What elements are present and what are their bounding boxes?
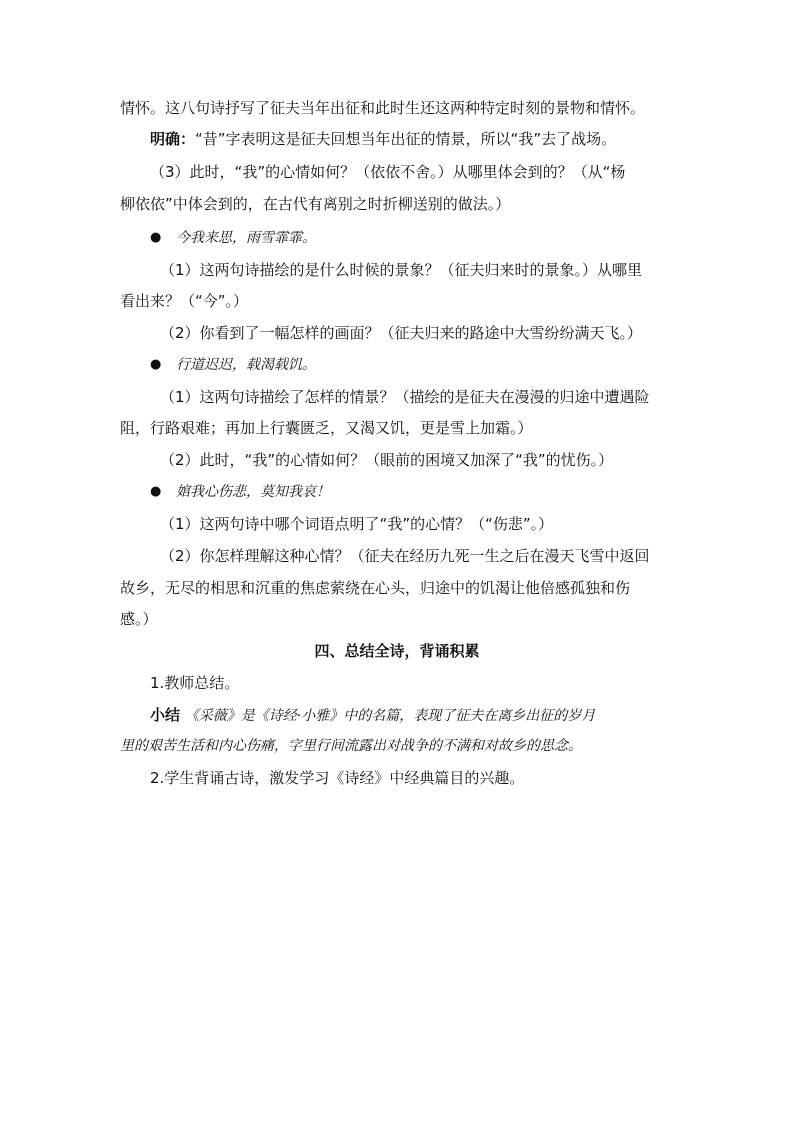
answer-line xyxy=(150,128,680,150)
question-line: （1）这两句诗描绘了怎样的情景？（描绘的是征夫在漫漫的归途中遭遇险 xyxy=(160,388,650,406)
question-line: 阻，行路艰难；再加上行囊匮乏，又渴又饥，更是雪上加霜。） xyxy=(120,419,533,437)
step-line: 1.教师总结。 xyxy=(150,674,240,692)
poem-line: 婠我心伤悲，莫知我哀！ xyxy=(176,484,330,500)
question-line: （2）你看到了一幅怎样的画面？（征夫归来的路途中大雪纷纷满天飞。） xyxy=(160,324,643,342)
question-line: （1）这两句诗中哪个词语点明了“我”的心情？（“伤悲”。） xyxy=(160,515,554,533)
answer-text: “昔”字表明这是征夫回想当年出征的情景，所以“我”去了战场。 xyxy=(195,130,617,148)
question-line: （1）这两句诗描绘的是什么时候的景象？（征夫归来时的景象。）从哪里 xyxy=(160,261,643,279)
question-line: （2）此时，“我”的心情如何？（眼前的困境又加深了“我”的忧伤。） xyxy=(160,451,614,469)
summary-text: 《采薇》是《诗经·小雅》中的名篇，表现了征夫在离乡出征的岁月 xyxy=(184,708,596,724)
question-line: 故乡，无尽的相思和沉重的焦虑萦绕在心头，归途中的饥渴让他倍感孤独和伤 xyxy=(120,579,631,597)
summary-line: 里的艰苦生活和内心伤痛，字里行间流露出对战争的不满和对故乡的思念。 xyxy=(120,738,582,754)
question-line: 感。） xyxy=(120,610,158,628)
summary-label: 小结 xyxy=(150,706,181,724)
section-heading: 四、总结全诗，背诵积累 xyxy=(314,642,480,660)
bullet-icon: ● xyxy=(150,484,162,499)
step-line: 2.学生背诵古诗，激发学习《诗经》中经典篇目的兴趣。 xyxy=(150,769,525,787)
poem-line: 行道迟迟，载渴载饥。 xyxy=(176,357,316,373)
question-line: （3）此时，“我”的心情如何？（依依不舍。）从哪里体会到的？（从“杨 xyxy=(150,163,626,181)
paragraph-line: 情怀。这八句诗抒写了征夫当年出征和此时生还这两种特定时刻的景物和情怀。 xyxy=(120,99,646,117)
poem-line: 今我来思，雨雪霏霏。 xyxy=(176,230,316,246)
question-line: 看出来？（“今”。） xyxy=(120,292,249,310)
bullet-icon: ● xyxy=(150,230,162,245)
question-line: （2）你怎样理解这种心情？（征夫在经历九死一生之后在漫天飞雪中返回 xyxy=(160,547,650,565)
answer-label: 明确： xyxy=(150,130,196,148)
question-line: 柳依依”中体会到的，在古代有离别之时折柳送别的做法。） xyxy=(120,195,511,213)
summary-line xyxy=(150,704,680,727)
bullet-icon: ● xyxy=(150,357,162,372)
